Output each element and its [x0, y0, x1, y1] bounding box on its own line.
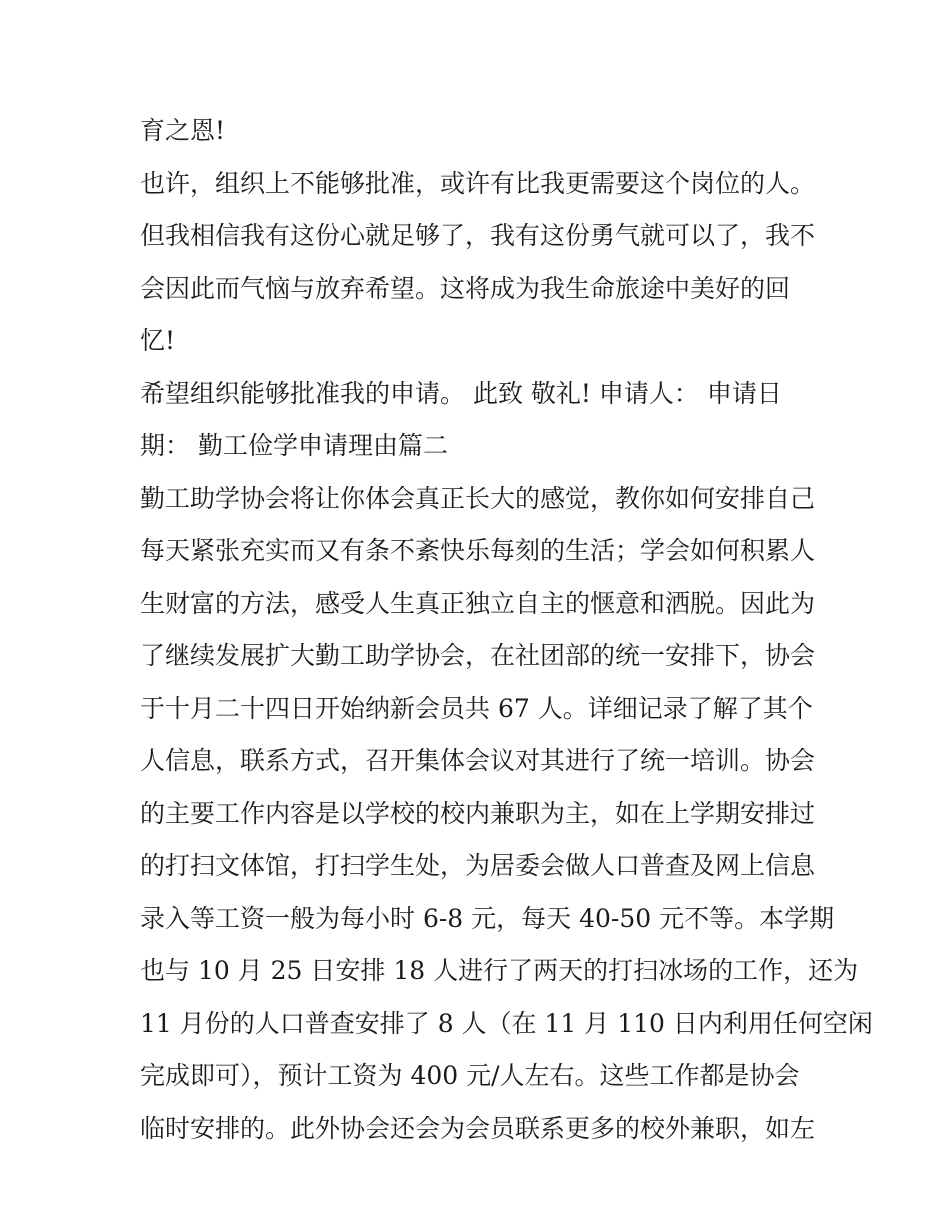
text-line: 人信息，联系方式，召开集体会议对其进行了统一培训。协会: [140, 746, 816, 775]
text-line: 勤工助学协会将让你体会真正长大的感觉，教你如何安排自己: [140, 483, 816, 513]
text-line: 11 月份的人口普查安排了 8 人（在 11 月 110 日内利用任何空闲: [140, 1008, 873, 1038]
text-line: 会因此而气恼与放弃希望。这将成为我生命旅途中美好的回: [140, 273, 791, 303]
text-line: 录入等工资一般为每小时 6-8 元，每天 40-50 元不等。本学期: [140, 903, 835, 933]
text-line: 忆!: [140, 326, 176, 355]
text-line: 生财富的方法，感受人生真正独立自主的惬意和洒脱。因此为: [140, 588, 816, 618]
text-line: 的主要工作内容是以学校的校内兼职为主，如在上学期安排过: [140, 798, 816, 828]
text-line: 临时安排的。此外协会还会为会员联系更多的校外兼职，如左: [140, 1113, 816, 1143]
text-line: 也许，组织上不能够批准，或许有比我更需要这个岗位的人。: [140, 168, 816, 198]
text-line: 希望组织能够批准我的申请。 此致 敬礼! 申请人： 申请日: [140, 378, 782, 408]
text-line: 也与 10 月 25 日安排 18 人进行了两天的打扫冰场的工作，还为: [140, 956, 859, 985]
text-line: 的打扫文体馆，打扫学生处，为居委会做人口普查及网上信息: [140, 851, 816, 880]
text-line: 每天紧张充实而又有条不紊快乐每刻的生活；学会如何积累人: [140, 536, 816, 565]
text-line: 了继续发展扩大勤工助学协会，在社团部的统一安排下，协会: [140, 641, 816, 670]
text-line: 完成即可），预计工资为 400 元/人左右。这些工作都是协会: [140, 1061, 800, 1090]
document-body: [140, 108, 873, 1158]
text-line: 期： 勤工俭学申请理由篇二: [140, 431, 448, 460]
text-line: 育之恩!: [140, 116, 226, 145]
text-line: 于十月二十四日开始纳新会员共 67 人。详细记录了解了其个: [140, 693, 813, 723]
text-line: 但我相信我有这份心就足够了，我有这份勇气就可以了，我不: [140, 221, 816, 250]
